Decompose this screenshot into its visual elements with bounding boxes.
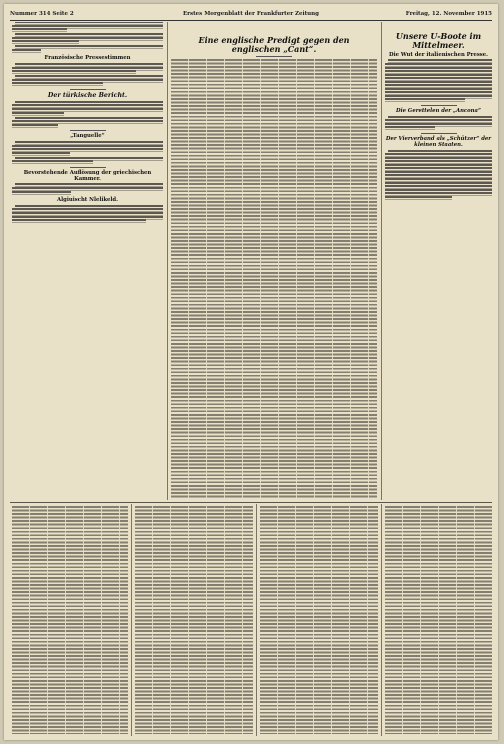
masthead [10, 10, 492, 21]
column-1 [12, 22, 163, 500]
article-body-text [171, 59, 377, 499]
section-heading: Der Vierverband als „Schützer“ der kleinen Staaten. [385, 135, 492, 148]
column-rule [381, 22, 382, 500]
column-rule [256, 504, 257, 736]
feuilleton-text [260, 506, 378, 734]
feuilleton-text [12, 506, 128, 734]
article-headline: Eine englische Predigt gegen den englischen „Cant“. [198, 35, 350, 54]
section-divider [70, 167, 106, 168]
column-2 [171, 22, 377, 500]
newspaper-title: Erstes Morgenblatt der Frankfurter Zeitung [182, 11, 320, 17]
section-heading: Die Gerettelen der „Ancona“ [395, 107, 482, 114]
section-heading: „Tanguelle“ [70, 133, 105, 140]
section-heading: Französische Pressestimmen [44, 55, 131, 62]
newspaper-page [4, 4, 498, 740]
column-rule [381, 504, 382, 736]
feuilleton-rule [10, 502, 492, 503]
feuilleton-column-1 [12, 506, 128, 734]
section-heading: Bevorstehende Auflösung der griechischen Kammer. [23, 169, 152, 182]
section-divider [421, 105, 457, 106]
column-3 [385, 22, 492, 500]
feuilleton-text [385, 506, 492, 734]
feuilleton-column-2 [135, 506, 253, 734]
column-rule [131, 504, 132, 736]
section-heading: Der türkische Bericht. [47, 91, 128, 99]
issue-page-number: Nummer 314 Seite 2 [10, 11, 74, 17]
article-headline: Unsere U-Boote im Mittelmeer. [395, 31, 482, 50]
section-divider [421, 133, 457, 134]
feuilleton-column-3 [260, 506, 378, 734]
issue-date: Freitag, 12. November 1915 [405, 11, 492, 17]
section-heading: Algiuischt Nlelikeld. [57, 197, 118, 204]
section-divider [256, 56, 292, 57]
section-divider [70, 89, 106, 90]
feuilleton-text [135, 506, 253, 734]
column-rule [167, 22, 168, 500]
section-divider [70, 130, 106, 131]
feuilleton-column-4 [385, 506, 492, 734]
article-subheadline: Die Wut der italienischen Presse. [389, 51, 488, 58]
